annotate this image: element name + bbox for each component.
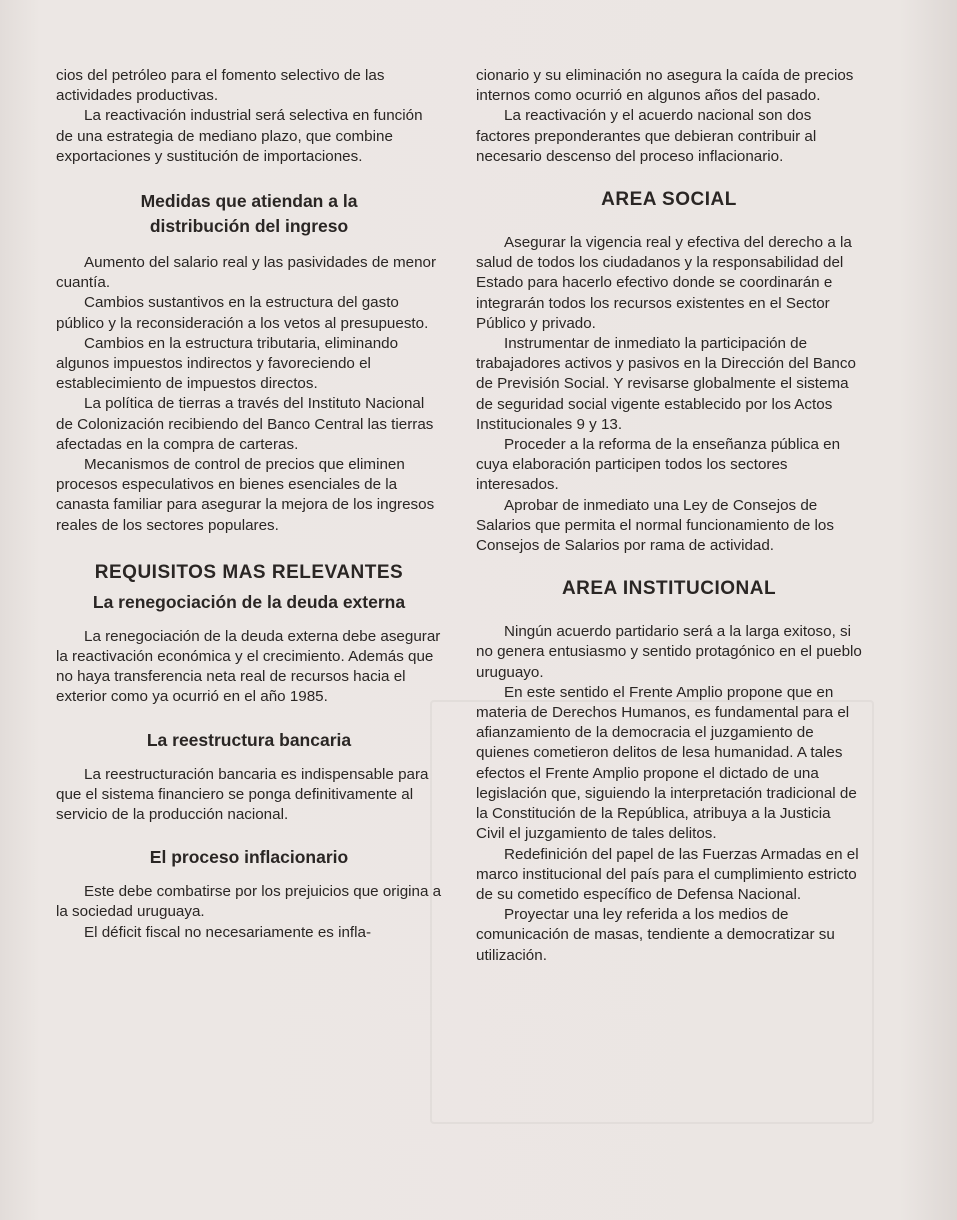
paragraph: Aprobar de inmediato una Ley de Consejos de Salarios que permita el normal funcionamiento de los Consejos de Salarios por rama de actividad.: [476, 496, 834, 555]
section-heading-area-institucional: AREA INSTITUCIONAL: [561, 578, 777, 600]
left-column: [56, 66, 442, 943]
paragraph: Cambios en la estructura tributaria, eliminando algunos impuestos indirectos y favoreciendo el establecimiento de impuestos directos.: [56, 334, 399, 393]
paragraph: Proyectar una ley referida a los medios de comunicación de masas, tendiente a democratizar su utilización.: [476, 906, 835, 964]
section-heading-line-1: Medidas que atiendan a la: [140, 191, 358, 212]
paragraph: Cambios sustantivos en la estructura del gasto público y la reconsideración a los vetos al presupuesto.: [56, 294, 429, 332]
right-column: [476, 66, 862, 966]
paragraph: La renegociación de la deuda externa debe asegurar la reactivación económica y el crecimiento. Además que no haya transferencia neta real de recursos hacia el exterior como ya ocurrió en el año 1985.: [56, 627, 441, 706]
section-heading-line-2: distribución del ingreso: [149, 216, 349, 237]
paragraph: cios del petróleo para el fomento selectivo de las actividades productivas.: [56, 67, 385, 105]
paragraph: En este sentido el Frente Amplio propone que en materia de Derechos Humanos, es fundamental para el afianzamiento de la democracia el juzgamiento de quienes cometieron delitos de lesa humanidad. A tales efectos el Frente Amplio propone el dictado de una legislación que, siguiendo la interpretación tradicional de la Constitución de la República, atribuya a la Justicia Civil el juzgamiento de tales delitos.: [476, 683, 857, 843]
paragraph: Este debe combatirse por los prejuicios que origina a la sociedad uruguaya.: [56, 883, 442, 921]
paragraph: Proceder a la reforma de la enseñanza pública en cuya elaboración participen todos los sectores interesados.: [476, 436, 841, 494]
paragraph: cionario y su eliminación no asegura la caída de precios internos como ocurrió en algunos años del pasado.: [476, 67, 854, 105]
paragraph: El déficit fiscal no necesariamente es infla-: [84, 923, 372, 941]
paragraph: La reactivación industrial será selectiva en función de una estrategia de mediano plazo, que combine exportaciones y sustitución de importaciones.: [56, 107, 423, 165]
paragraph: Aumento del salario real y las pasividades de menor cuantía.: [56, 254, 437, 292]
paragraph: La política de tierras a través del Instituto Nacional de Colonización recibiendo del Banco Central las tierras afectadas en la compra de carteras.: [56, 395, 434, 453]
subheading-bancaria: La reestructura bancaria: [146, 729, 352, 750]
paragraph: Asegurar la vigencia real y efectiva del derecho a la salud de todos los ciudadanos y la responsabilidad del Estado para hacerlo efectivo donde se coordinarán e integrarán todos los recursos existentes en el Sector Público y privado.: [476, 234, 852, 332]
subheading-inflacionario: El proceso inflacionario: [149, 847, 349, 868]
paragraph: La reestructuración bancaria es indispensable para que el sistema financiero se ponga definitivamente al servicio de la producción nacional.: [56, 765, 429, 824]
paragraph: Redefinición del papel de las Fuerzas Armadas en el marco institucional del país para el cumplimiento estricto de su cometido específico de Defensa Nacional.: [476, 845, 859, 903]
paragraph: Ningún acuerdo partidario será a la larga exitoso, si no genera entusiasmo y sentido protagónico en el pueblo uruguayo.: [476, 623, 862, 681]
paragraph: La reactivación y el acuerdo nacional son dos factores preponderantes que debieran contribuir al necesario descenso del proceso inflacionario.: [476, 107, 817, 165]
section-heading-area-social: AREA SOCIAL: [601, 189, 737, 211]
subheading-deuda: La renegociación de la deuda externa: [92, 591, 406, 612]
section-heading-requisitos: REQUISITOS MAS RELEVANTES: [94, 561, 404, 583]
paragraph: Mecanismos de control de precios que eliminen procesos especulativos en bienes esenciales de la canasta familiar para asegurar la mejora de los ingresos reales de los sectores populares.: [56, 456, 435, 534]
paragraph: Instrumentar de inmediato la participación de trabajadores activos y pasivos en la Dirección del Banco de Previsión Social. Y revisarse globalmente el sistema de seguridad social vigente establecido por los Actos Institucionales 9 y 13.: [476, 335, 856, 433]
